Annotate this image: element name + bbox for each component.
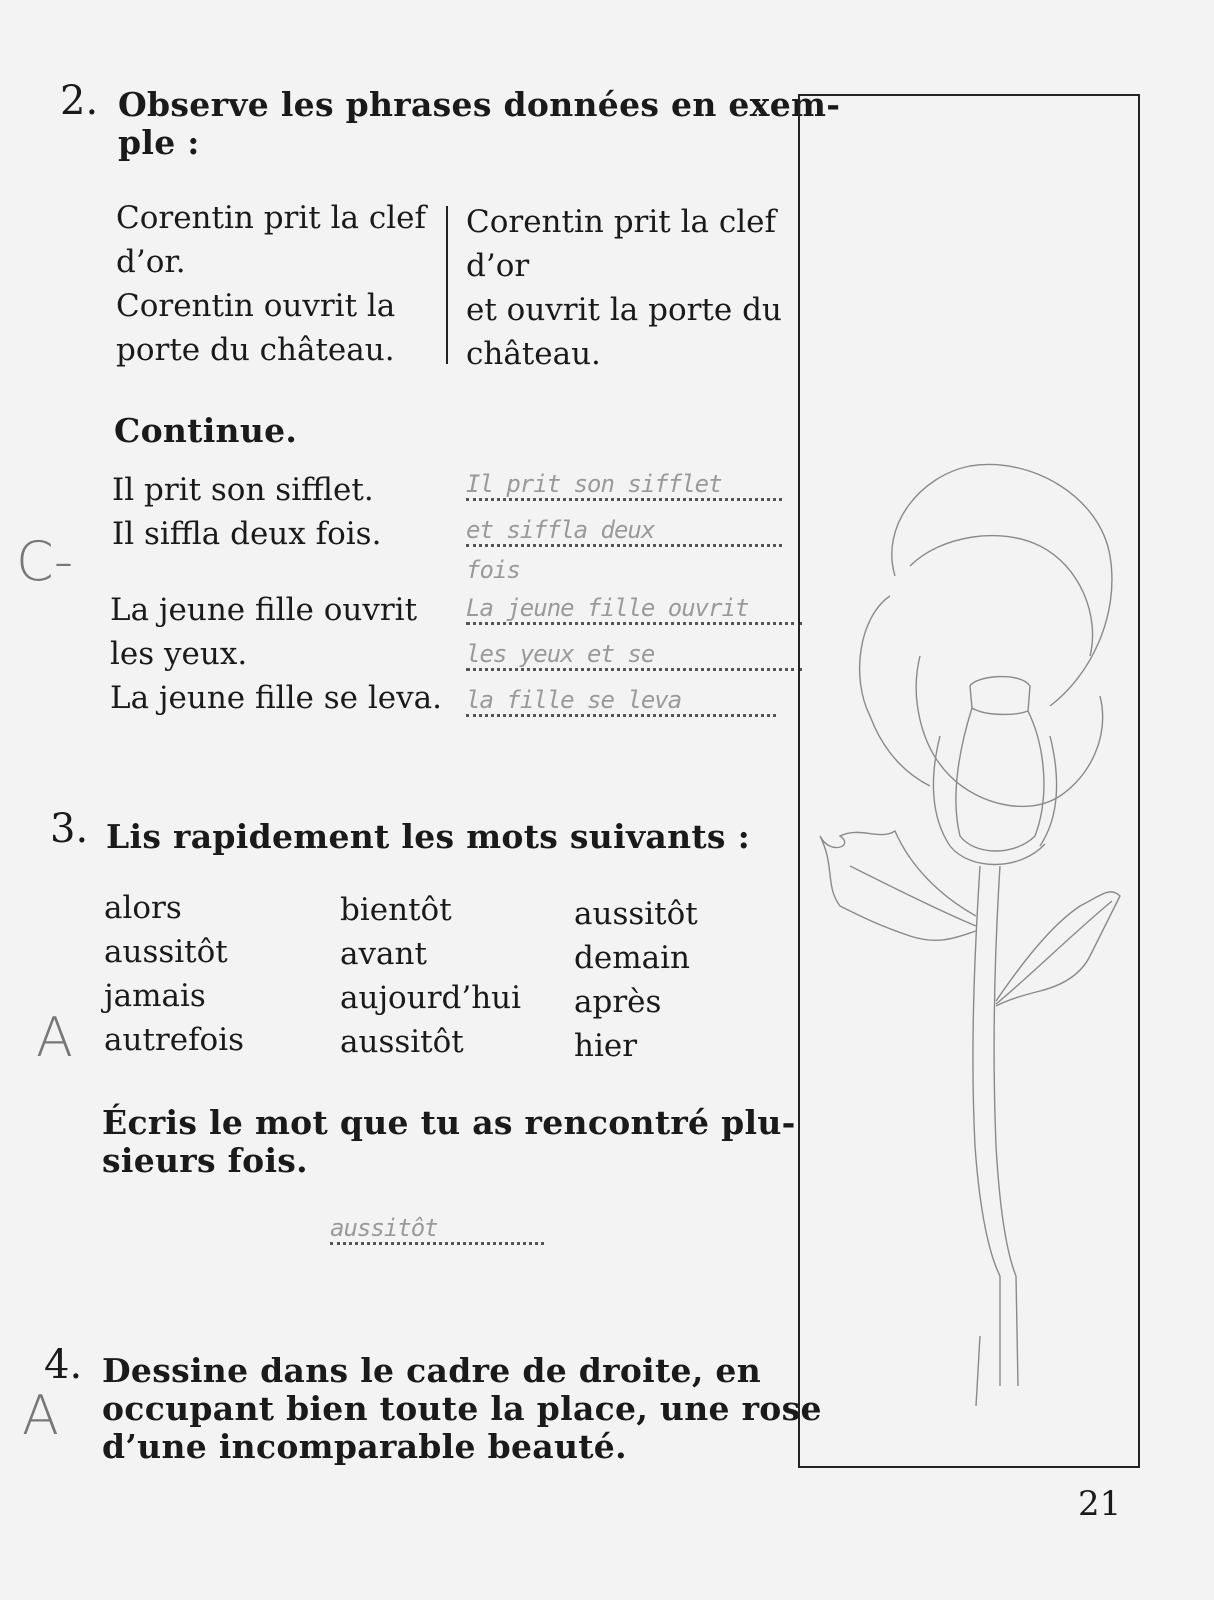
exercise-2-title-line-1: Observe les phrases données en exem- xyxy=(118,85,841,124)
page-number: 21 xyxy=(1078,1484,1122,1524)
exercise-2-title-line-2: ple : xyxy=(118,123,200,162)
word-column-3 xyxy=(574,892,698,1068)
word-item: hier xyxy=(574,1028,638,1064)
handwritten-answer-line: fois xyxy=(466,556,520,584)
handwritten-answer-ex3: aussitôt xyxy=(330,1214,544,1245)
grade-mark-ex4: A xyxy=(22,1384,59,1447)
example-left-line: Corentin ouvrit la xyxy=(116,288,396,324)
instruction-line: occupant bien toute la place, une rose xyxy=(102,1389,822,1428)
instruction-line: Dessine dans le cadre de droite, en xyxy=(102,1351,762,1390)
prompt-line: Écris le mot que tu as rencontré plu- xyxy=(102,1103,796,1142)
sentence-line: Il siffla deux fois. xyxy=(112,516,382,552)
handwritten-answer-line: et siffla deux xyxy=(466,516,782,547)
exercise-4-instructions xyxy=(102,1352,822,1466)
word-item: autrefois xyxy=(104,1022,245,1058)
word-item: aussitôt xyxy=(104,934,228,970)
example-right-line: château. xyxy=(466,336,601,372)
example-right-line: d’or xyxy=(466,248,530,284)
word-column-1 xyxy=(104,886,244,1062)
instruction-line: d’une incomparable beauté. xyxy=(102,1427,627,1466)
exercise-3-number: 3. xyxy=(50,806,89,852)
example-left-line: d’or. xyxy=(116,244,186,280)
continue-label: Continue. xyxy=(114,411,298,450)
drawing-frame xyxy=(798,94,1140,1468)
prompt-line: sieurs fois. xyxy=(102,1141,308,1180)
handwritten-answer-line: la fille se leva xyxy=(466,686,776,717)
word-item: demain xyxy=(574,940,690,976)
sentence-line: les yeux. xyxy=(110,636,248,672)
word-item: avant xyxy=(340,936,427,972)
grade-mark-ex3: A xyxy=(36,1006,73,1069)
handwritten-answer-line: La jeune fille ouvrit xyxy=(466,594,802,625)
example-right-line: et ouvrit la porte du xyxy=(466,292,782,328)
example-right-column xyxy=(466,200,796,376)
exercise-3-title: Lis rapidement les mots suivants : xyxy=(106,817,751,856)
example-left-line: porte du château. xyxy=(116,332,395,368)
exercise-2-number: 2. xyxy=(60,78,99,124)
sentence-line: Il prit son sifflet. xyxy=(112,472,374,508)
word-item: alors xyxy=(104,890,182,926)
example-divider xyxy=(446,206,448,364)
handwritten-answer-line: les yeux et se xyxy=(466,640,802,671)
exercise-4-number: 4. xyxy=(44,1342,83,1388)
sentence-pair-1 xyxy=(112,468,381,556)
word-item: aussitôt xyxy=(340,1024,464,1060)
word-item: après xyxy=(574,984,662,1020)
exercise-3-prompt xyxy=(102,1104,796,1180)
word-column-2 xyxy=(340,888,521,1064)
example-right-line: Corentin prit la clef xyxy=(466,204,776,240)
word-item: aujourd’hui xyxy=(340,980,522,1016)
sentence-line: La jeune fille se leva. xyxy=(110,680,442,716)
word-item: bientôt xyxy=(340,892,452,928)
sentence-line: La jeune fille ouvrit xyxy=(110,592,418,628)
exercise-2-title xyxy=(118,86,840,162)
example-left-line: Corentin prit la clef xyxy=(116,200,426,236)
handwritten-answer-line: Il prit son sifflet xyxy=(466,470,782,501)
word-item: jamais xyxy=(104,978,206,1014)
grade-mark-ex2: C- xyxy=(16,530,74,593)
word-item: aussitôt xyxy=(574,896,698,932)
rose-drawing xyxy=(800,96,1138,1466)
sentence-pair-2 xyxy=(110,588,442,720)
example-left-column xyxy=(116,196,436,372)
